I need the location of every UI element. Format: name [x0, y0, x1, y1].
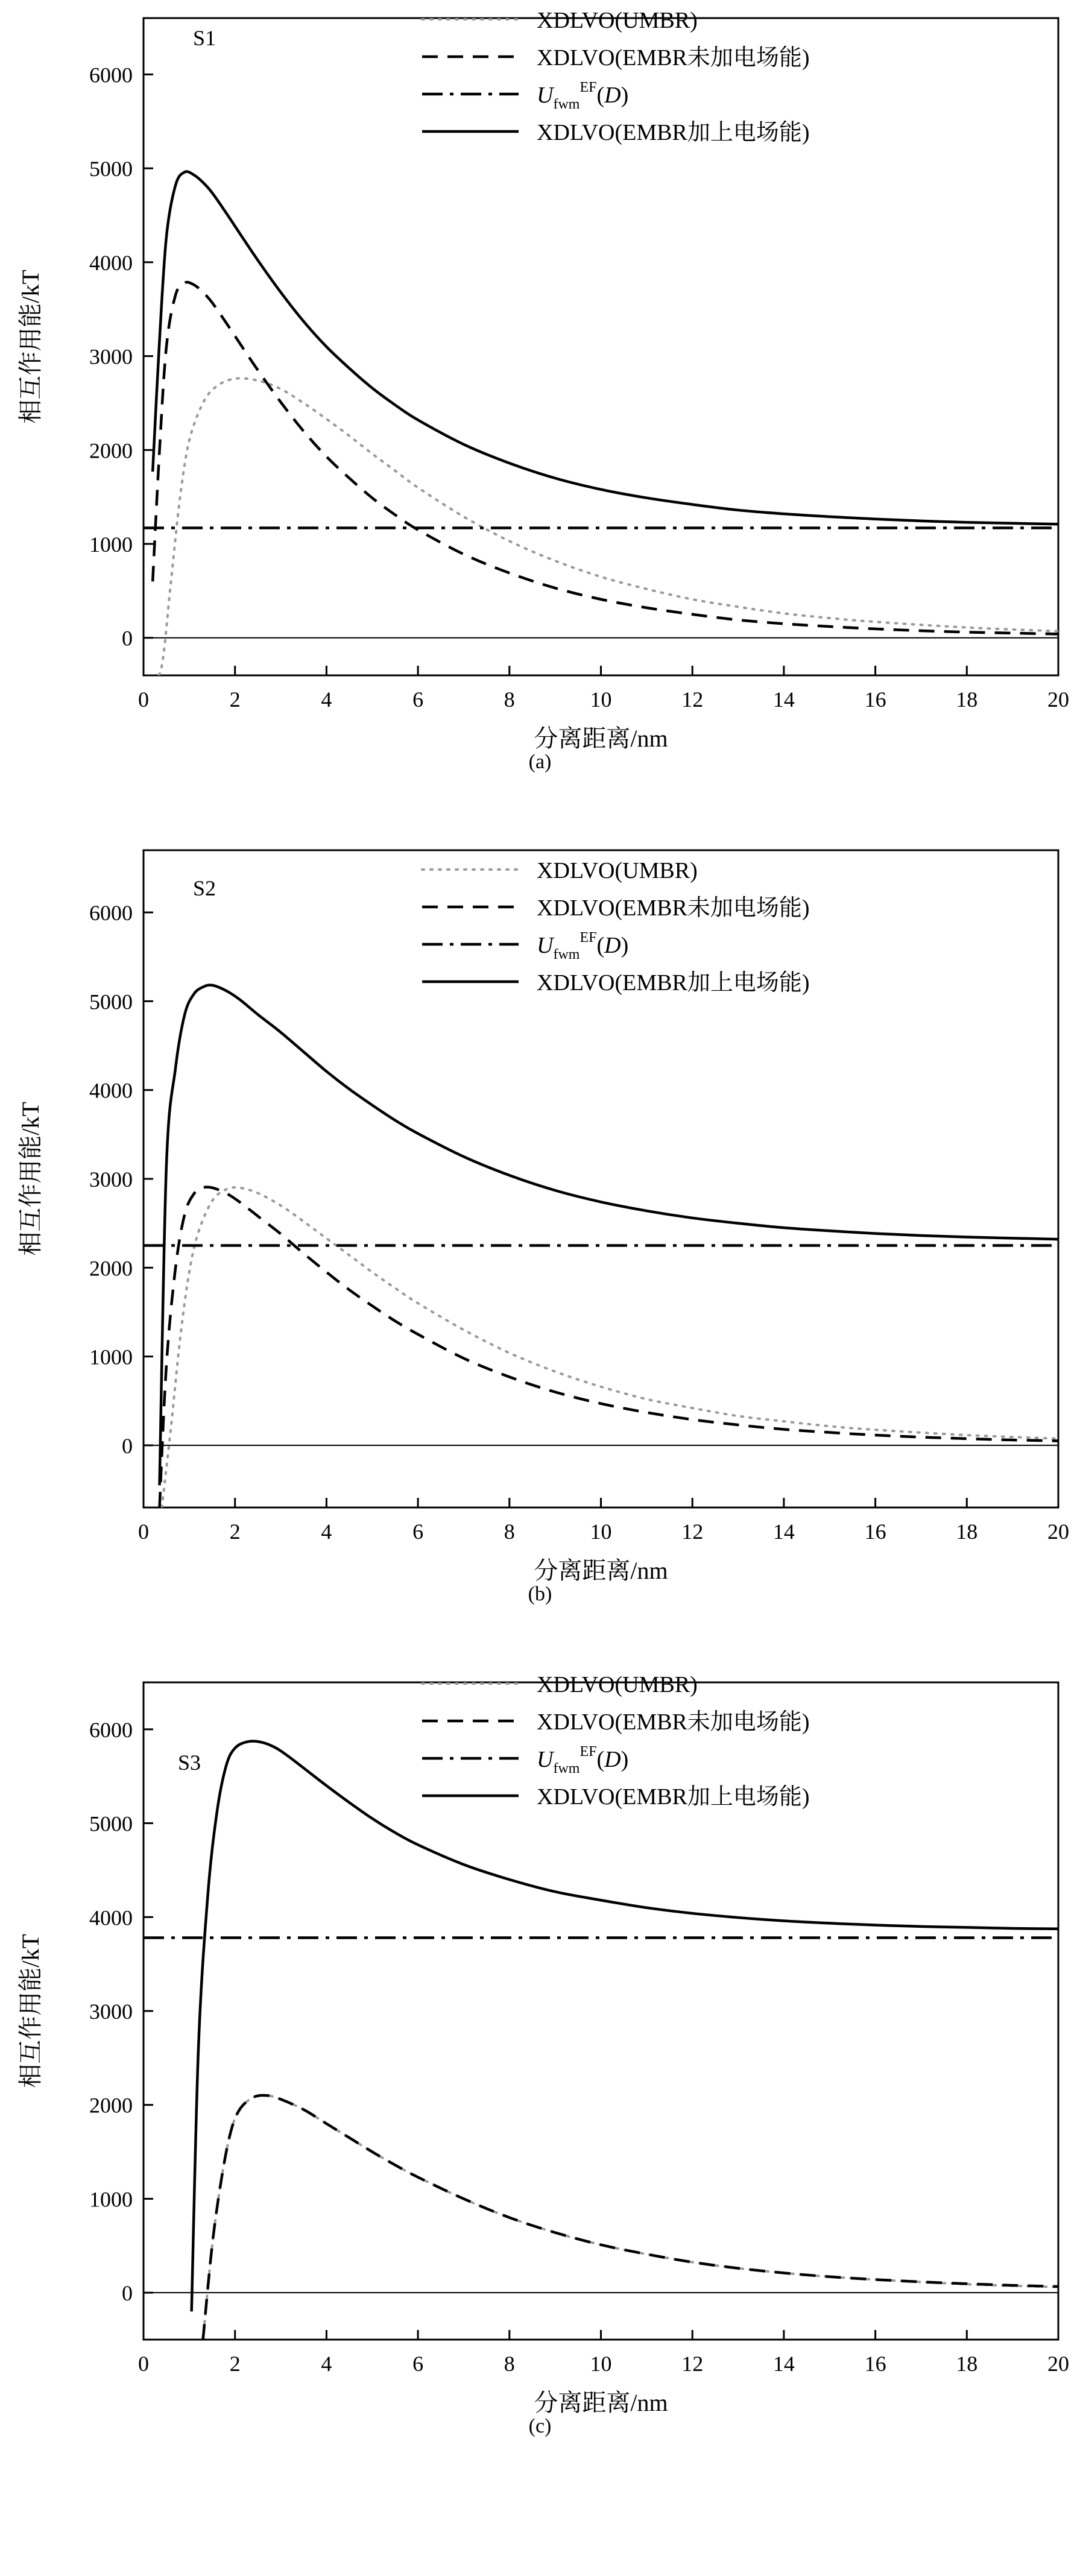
y-tick-label: 3000: [89, 2000, 133, 2024]
x-tick-label: 12: [681, 1520, 704, 1544]
x-tick-label: 2: [229, 1520, 241, 1544]
y-tick-label: 3000: [89, 344, 133, 369]
x-axis-label: 分离距离/nm: [534, 2389, 668, 2416]
x-tick-label: 18: [956, 687, 978, 712]
x-tick-label: 8: [504, 1520, 515, 1544]
x-tick-label: 10: [590, 687, 612, 712]
series-tag: S3: [178, 1750, 201, 1775]
x-tick-label: 2: [229, 687, 241, 712]
legend-label-embr: XDLVO(EMBR未加电场能): [537, 1709, 810, 1735]
series-tag: S2: [193, 876, 216, 900]
x-tick-label: 6: [412, 2352, 424, 2376]
plot-frame: [144, 18, 1058, 675]
panel-c: [0, 1664, 1080, 2496]
x-tick-label: 20: [1047, 2352, 1069, 2376]
x-tick-label: 8: [504, 687, 515, 712]
x-tick-label: 12: [681, 2352, 704, 2376]
legend-label-umbr: XDLVO(UMBR): [537, 8, 698, 33]
x-tick-label: 4: [321, 1520, 332, 1544]
y-tick-label: 6000: [89, 63, 133, 87]
legend-label-embr: XDLVO(EMBR未加电场能): [537, 895, 810, 921]
legend-label-embr_ef: XDLVO(EMBR加上电场能): [537, 120, 810, 145]
legend-label-embr_ef: XDLVO(EMBR加上电场能): [537, 1784, 810, 1810]
panel-b-letter: (b): [528, 1583, 552, 1605]
x-tick-label: 16: [864, 1520, 886, 1544]
y-tick-label: 1000: [89, 2187, 133, 2212]
chart-c-canvas: [0, 1664, 1080, 2448]
y-tick-label: 4000: [89, 250, 133, 275]
x-tick-label: 10: [590, 2352, 612, 2376]
x-tick-label: 4: [321, 2352, 332, 2376]
x-tick-label: 4: [321, 687, 332, 712]
y-tick-label: 4000: [89, 1905, 133, 1930]
y-tick-label: 1000: [89, 532, 133, 557]
x-tick-label: 14: [772, 2352, 795, 2376]
y-tick-label: 6000: [89, 901, 133, 926]
y-tick-label: 1000: [89, 1345, 133, 1369]
x-tick-label: 0: [138, 2352, 149, 2376]
panel-c-letter: (c): [528, 2415, 552, 2437]
panel-a-letter: (a): [528, 751, 552, 773]
y-axis-label: 相互作用能/kT: [17, 1102, 44, 1256]
x-tick-label: 0: [138, 687, 149, 712]
chart-a-canvas: [0, 0, 1080, 784]
legend-label-umbr: XDLVO(UMBR): [537, 1672, 698, 1697]
y-tick-label: 5000: [89, 157, 133, 182]
x-tick-label: 18: [956, 1520, 978, 1544]
y-tick-label: 5000: [89, 990, 133, 1014]
x-tick-label: 0: [138, 1520, 149, 1544]
legend-label-embr: XDLVO(EMBR未加电场能): [537, 45, 810, 71]
y-tick-label: 2000: [89, 2093, 133, 2118]
series-tag: S1: [193, 26, 216, 50]
panel-b: [0, 832, 1080, 1664]
y-axis-label: 相互作用能/kT: [17, 270, 44, 424]
x-tick-label: 6: [412, 687, 424, 712]
y-tick-label: 0: [122, 2281, 133, 2306]
legend-label-uef: $U_{fwm}^{EF}(D)$: [537, 1744, 629, 1776]
plot-frame: [144, 1682, 1058, 2340]
x-tick-label: 16: [864, 2352, 886, 2376]
x-tick-label: 20: [1047, 687, 1069, 712]
y-axis-label: 相互作用能/kT: [17, 1934, 44, 2088]
x-tick-label: 20: [1047, 1520, 1069, 1544]
x-tick-label: 12: [681, 687, 704, 712]
y-tick-label: 0: [122, 1433, 133, 1458]
y-tick-label: 0: [122, 626, 133, 651]
y-tick-label: 4000: [89, 1078, 133, 1103]
legend-label-embr_ef: XDLVO(EMBR加上电场能): [537, 970, 810, 996]
y-tick-label: 2000: [89, 438, 133, 463]
chart-b-canvas: [0, 832, 1080, 1616]
x-tick-label: 14: [772, 1520, 795, 1544]
x-axis-label: 分离距离/nm: [534, 1557, 668, 1584]
x-axis-label: 分离距离/nm: [534, 725, 668, 752]
x-tick-label: 8: [504, 2352, 515, 2376]
legend-label-uef: $U_{fwm}^{EF}(D)$: [537, 930, 629, 962]
y-tick-label: 2000: [89, 1256, 133, 1281]
x-tick-label: 18: [956, 2352, 978, 2376]
y-tick-label: 5000: [89, 1811, 133, 1836]
x-tick-label: 2: [229, 2352, 241, 2376]
y-tick-label: 6000: [89, 1717, 133, 1742]
legend-label-umbr: XDLVO(UMBR): [537, 858, 698, 883]
panel-a: [0, 0, 1080, 832]
x-tick-label: 10: [590, 1520, 612, 1544]
y-tick-label: 3000: [89, 1167, 133, 1192]
x-tick-label: 14: [772, 687, 795, 712]
x-tick-label: 6: [412, 1520, 424, 1544]
legend-label-uef: $U_{fwm}^{EF}(D)$: [537, 80, 629, 112]
x-tick-label: 16: [864, 687, 886, 712]
